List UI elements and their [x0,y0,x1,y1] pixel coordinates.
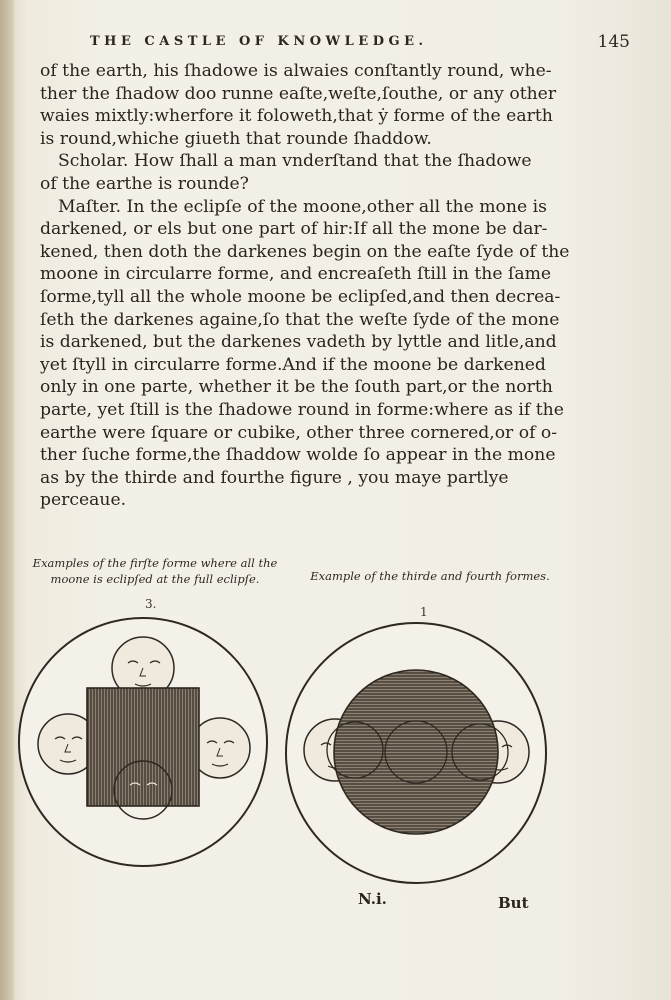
text-line: perceaue. [40,490,127,511]
figure-caption-left: Examples of the firſte forme where all the moone is eclipſed at the full eclipſe. [32,556,278,586]
figure-caption-right: Example of the thirde and fourth formes. [310,569,550,583]
text-line: only in one parte, whether it be the ſouth part,or the north [40,377,553,398]
running-title: THE CASTLE OF KNOWLEDGE. [90,34,428,49]
text-line: darkened, or els but one part of hir:If all the mone be dar- [40,219,548,240]
page-number: 145 [597,32,630,52]
text-line: ther the ſhadow doo runne eaſte,weſte,ſouthe, or any other [40,83,557,104]
text-line: yet ſtyll in circularre forme.And if the moone be darkened [40,354,546,375]
text-line: moone in circularre forme, and encreaſeth ſtill in the ſame [40,264,552,285]
text-line: earthe were ſquare or cubike, other three cornered,or of o- [40,422,558,443]
text-line: parte, yet ſtill is the ſhadowe round in forme:where as if the [40,399,564,420]
text-line: of the earth, his ſhadowe is alwaies conſtantly round, whe- [40,61,552,81]
text-line: waies mixtly:wherfore it foloweth,that ẏ forme of the earth [40,106,553,127]
text-line: ther ſuche forme,the ſhaddow wolde ſo appear in the mone [40,445,556,466]
text-line: of the earthe is rounde? [40,173,249,194]
signature-mark: N.i. [358,890,387,908]
text-line: ſorme,tyll all the whole moone be eclipſed,and then decrea- [40,286,561,307]
text-line: Scholar. How ſhall a man vnderſtand that the ſhadowe [58,151,532,172]
figure-number-left: 3. [145,597,157,611]
figure-number-right: 1 [420,605,428,619]
catchword: But [498,894,529,912]
text-line: ſeth the darkenes againe,ſo that the weſte ſyde of the mone [40,309,560,330]
text-line: as by the thirde and fourthe figure , you maye partlye [40,467,509,488]
text-line: is round,whiche giueth that rounde ſhaddow. [40,128,432,149]
text-line: is darkened, but the darkenes vadeth by lyttle and litle,and [40,332,557,353]
text-line: kened, then doth the darkenes begin on the eaſte ſyde of the [40,241,570,262]
text-line: Maſter. In the eclipſe of the moone,other all the mone is [58,196,547,217]
round-earth-shadow [334,670,498,834]
